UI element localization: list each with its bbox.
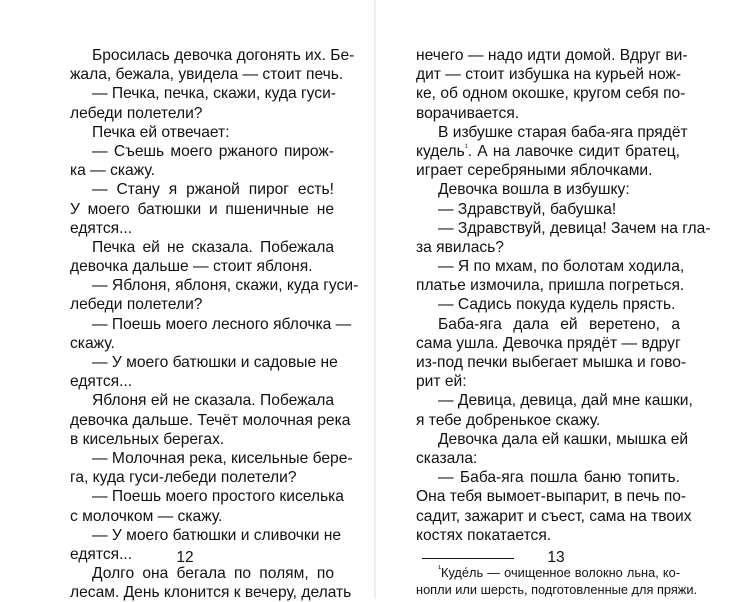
footnote-marker: ¹	[438, 563, 441, 574]
text-line: сказала:	[416, 449, 478, 467]
text-line: жала, бежала, увидела — стоит печь.	[70, 66, 344, 84]
text-line: едятся...	[70, 373, 133, 391]
footnote-marker: ¹	[464, 141, 468, 152]
text-line: девочка дальше. Течёт молочная река	[70, 411, 351, 429]
page-number-right: 13	[547, 549, 565, 566]
text-line: скажу.	[70, 334, 115, 352]
text-line: из-под печки выбегает мышка и гово-	[416, 354, 687, 371]
footnote-divider	[422, 558, 514, 559]
footnote-definition: — очищенное волокно льна, ко-	[483, 564, 680, 580]
text-line: Девочка вошла в избушку:	[438, 181, 630, 199]
text-line: — Здравствуй, бабушка!	[438, 200, 617, 218]
right-page-text	[416, 46, 711, 599]
text-line: — Здравствуй, девица! Зачем на гла-	[438, 219, 711, 237]
text-line: — Яблоня, яблоня, скажи, куда гуси-	[92, 277, 359, 295]
text-line: лебеди полетели?	[70, 104, 203, 122]
text-line: Бросилась девочка догонять их. Бе-	[92, 47, 355, 64]
text-line	[416, 142, 680, 161]
text-line: — Стану я ржаной пирог есть!	[92, 181, 334, 199]
footnote	[416, 563, 698, 599]
text-line: — Молочная река, кисельные бере-	[92, 449, 353, 467]
text-line: едятся...	[70, 545, 133, 563]
text-line: — Девица, девица, дай мне кашки,	[438, 392, 693, 410]
footnote-line: нопли или шерсть, подготовленные для пряжи.	[416, 582, 698, 598]
text-line: Долго она бегала по полям, по	[92, 565, 334, 583]
text-line: садит, зажарит и съест, сама на твоих	[416, 507, 692, 525]
text-line: га, куда гуси-лебеди полетели?	[70, 469, 297, 487]
text-line: Девочка дала ей кашки, мышка ей	[438, 430, 689, 448]
text-line: — Садись покуда кудель прясть.	[438, 296, 676, 314]
page-number-left: 12	[176, 549, 194, 566]
text-line: дит — стоит избушка на курьей нож-	[416, 66, 682, 84]
text-line: сама ушла. Девочка прядёт — вдруг	[416, 334, 681, 352]
text-line: ке, об одном окошке, кругом себя по-	[416, 85, 686, 103]
text-line: У моего батюшки и пшеничные не	[70, 200, 334, 218]
text-line: Печка ей отвечает:	[92, 123, 230, 141]
text-line: Яблоня ей не сказала. Побежала	[92, 392, 334, 410]
text-line: за явилась?	[416, 238, 504, 256]
text-line: костях покатается.	[416, 526, 552, 544]
text-line: едятся...	[70, 219, 133, 237]
text-line: лесам. День клонится к вечеру, делать	[70, 584, 352, 602]
left-page-text	[70, 46, 359, 602]
text-line: ка — скажу.	[70, 162, 155, 180]
text-line: — Печка, печка, скажи, куда гуси-	[92, 85, 336, 103]
footnote-term-ref: кудель	[416, 142, 465, 160]
text-line: — Съешь моего ржаного пирож-	[92, 142, 334, 160]
text-line: ворачивается.	[416, 104, 520, 122]
text-line: играет серебряными яблочками.	[416, 162, 653, 180]
text-line: — Поешь моего лесного яблочка —	[92, 315, 352, 333]
page-fold	[374, 0, 376, 599]
text-line: — У моего батюшки и сливочки не	[92, 526, 342, 544]
text-line: лебеди полетели?	[70, 296, 203, 314]
footnote-term: Куде́ль	[441, 564, 484, 580]
text-line: — Баба-яга пошла баню топить.	[438, 469, 680, 487]
text-fragment: . А на лавочке сидит братец,	[467, 142, 680, 160]
text-line: Баба-яга дала ей веретено, а	[438, 315, 680, 333]
text-line: — Я по мхам, по болотам ходила,	[438, 258, 685, 276]
text-line: — У моего батюшки и садовые не	[92, 354, 338, 371]
text-line: Печка ей не сказала. Побежала	[92, 238, 334, 256]
text-line: платье измочила, пришла погреться.	[416, 277, 685, 295]
text-line: я тебе добренькое скажу.	[416, 411, 601, 429]
text-line: В избушке старая баба-яга прядёт	[438, 123, 688, 141]
text-line: в кисельных берегах.	[70, 430, 225, 448]
text-line: девочка дальше — стоит яблоня.	[70, 258, 313, 276]
text-line: с молочком — скажу.	[70, 507, 223, 525]
text-line: рит ей:	[416, 373, 467, 391]
text-line: — Поешь моего простого киселька	[92, 488, 344, 506]
text-line: нечего — надо идти домой. Вдруг ви-	[416, 47, 688, 64]
text-line: Она тебя вымоет-выпарит, в печь по-	[416, 488, 687, 506]
